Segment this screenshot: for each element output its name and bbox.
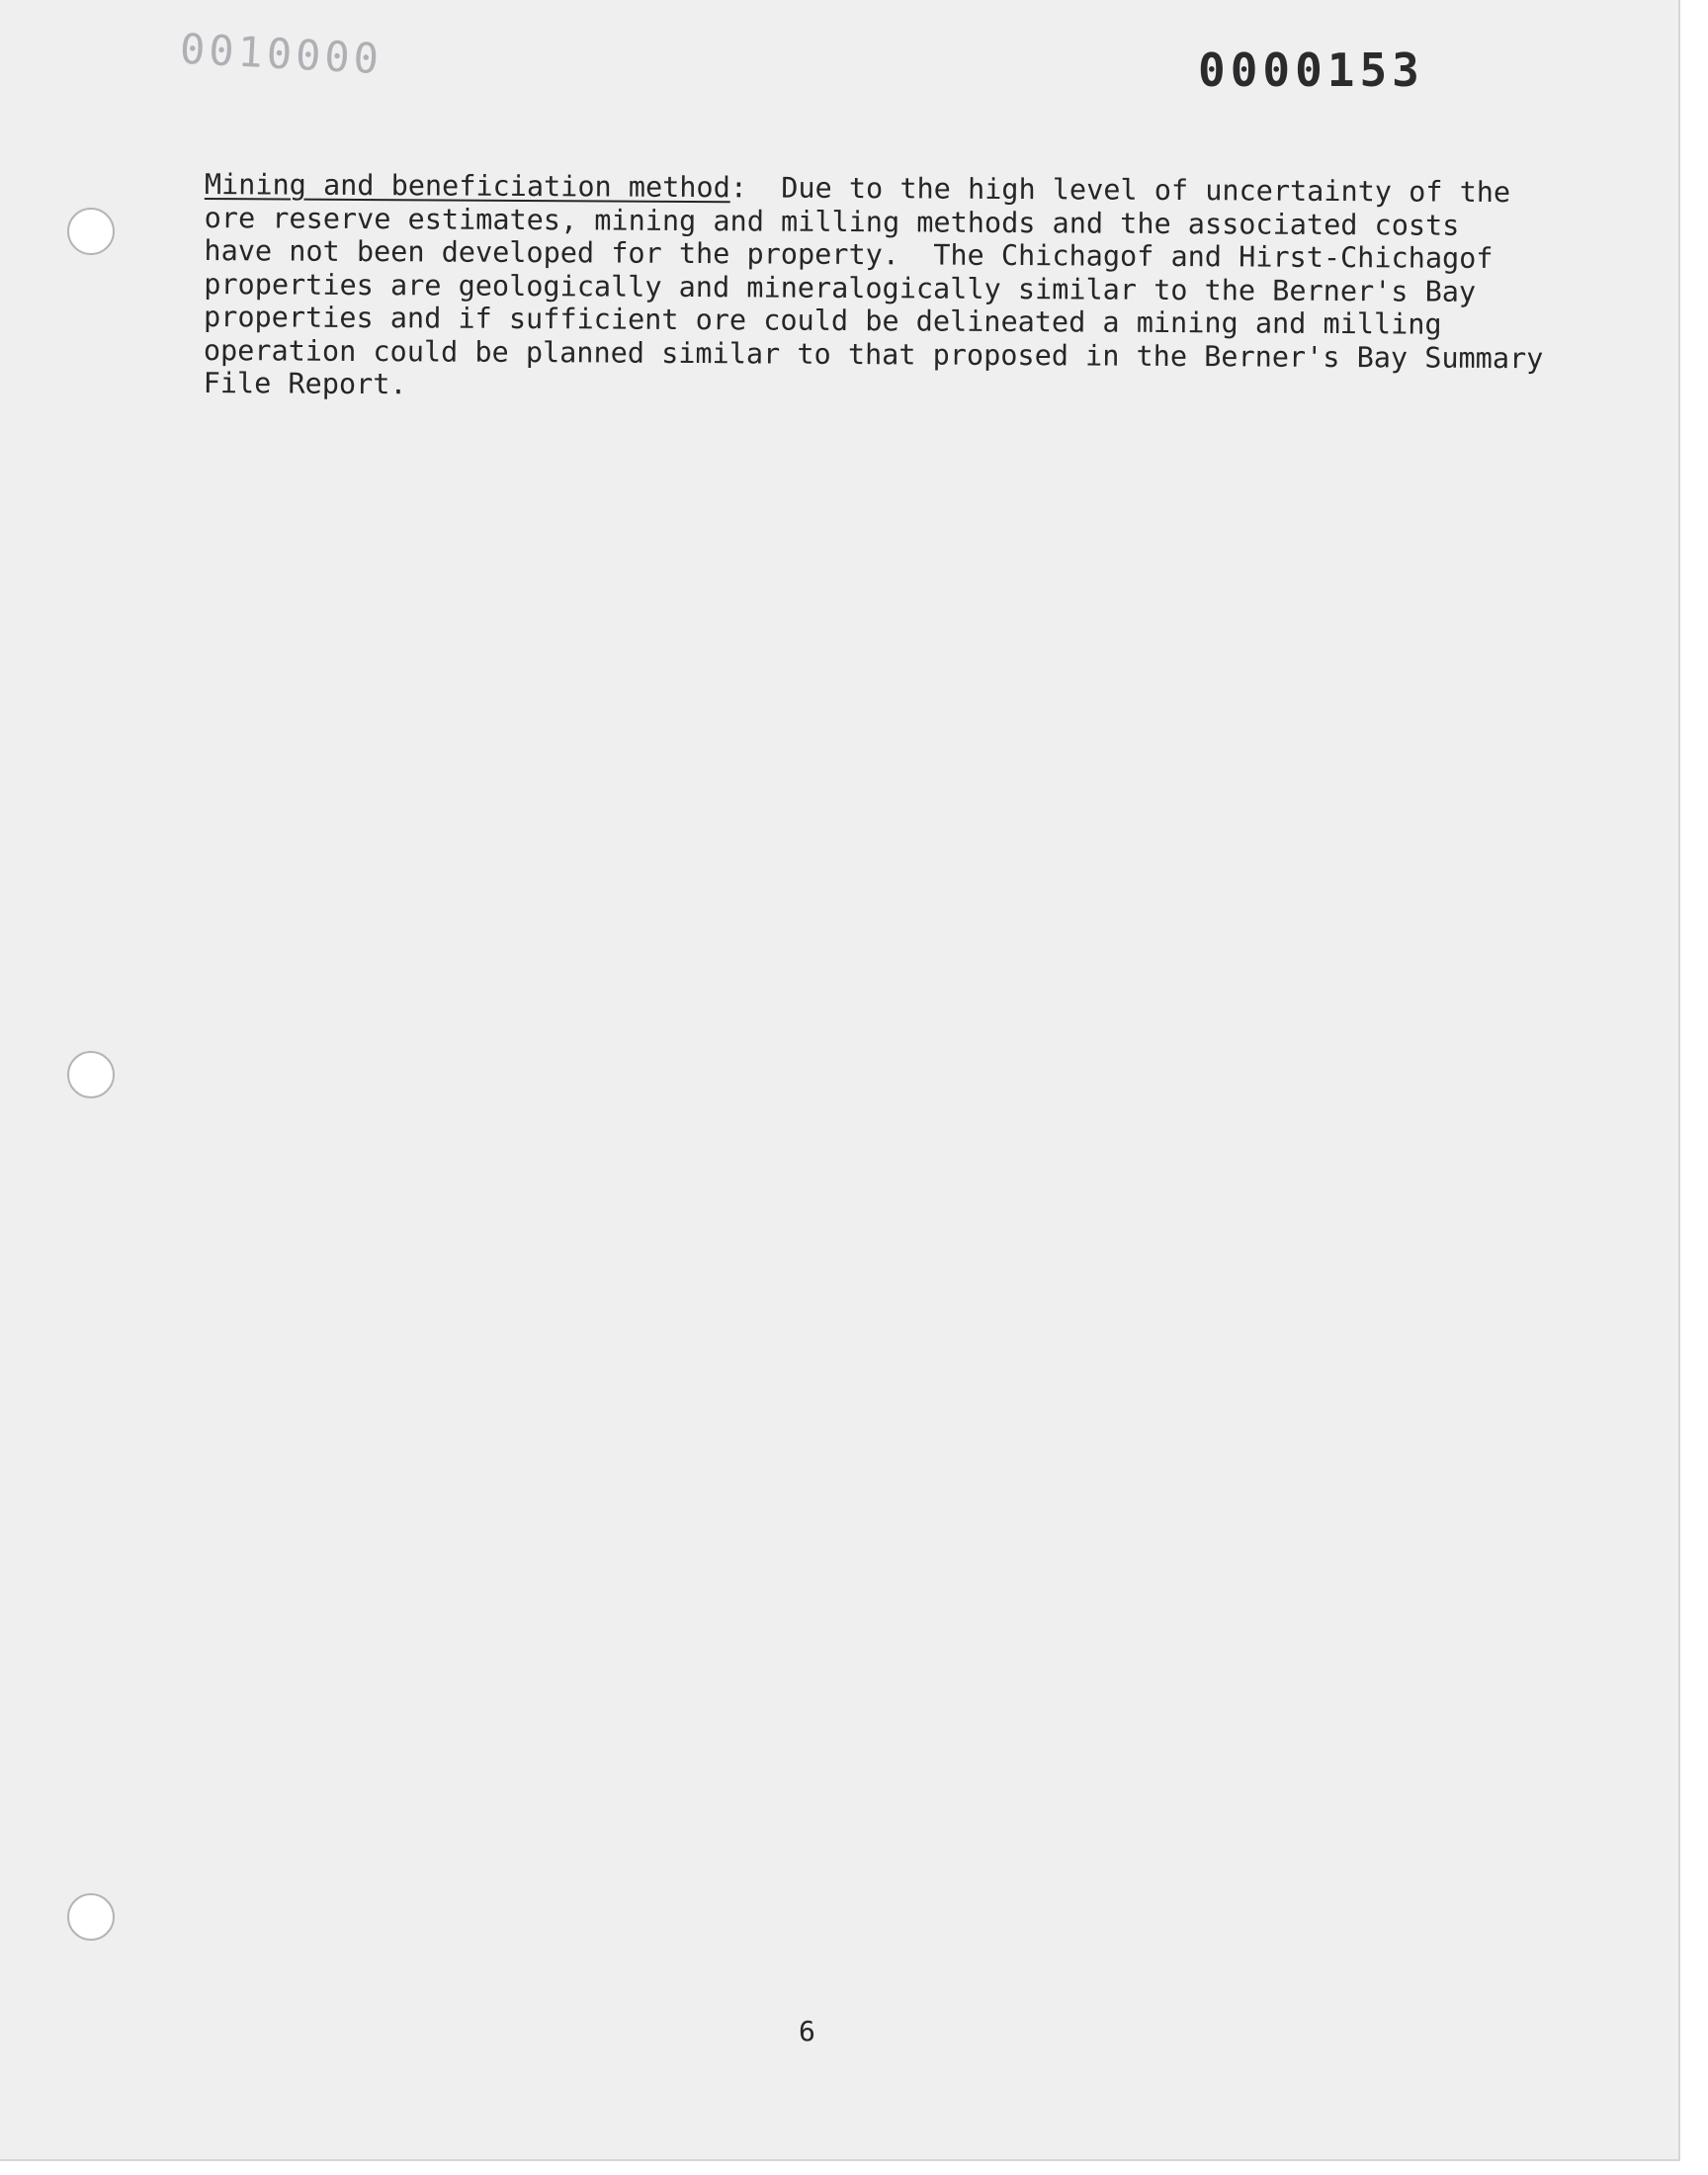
paragraph-line-5: properties and if sufficient ore could be delineated a mining and milling: [203, 300, 1442, 341]
binder-hole-top: [67, 208, 115, 255]
paragraph-line-3: have not been developed for the property. The Chichagof and Hirst-Chichagof: [204, 233, 1494, 275]
heading-colon: :: [729, 171, 748, 205]
paragraph-line-4: properties are geologically and mineralogically similar to the Berner's Bay: [204, 267, 1477, 308]
paragraph-line-2: ore reserve estimates, mining and milling methods and the associated costs: [204, 201, 1460, 242]
body-paragraph: [204, 168, 1549, 408]
page-id-stamp: 0000153: [1198, 44, 1424, 97]
page-number: 6: [799, 2015, 815, 2047]
section-heading: Mining and beneficiation method: [204, 168, 730, 205]
binder-hole-middle: [67, 1051, 115, 1098]
faint-stamp-number: 0010000: [178, 24, 384, 84]
paragraph-line-7: File Report.: [203, 366, 407, 401]
paragraph-line-1: Due to the high level of uncertainty of the: [746, 171, 1511, 210]
binder-hole-bottom: [67, 1893, 115, 1941]
paragraph-line-6: operation could be planned similar to that proposed in the Berner's Bay Summary: [203, 333, 1544, 375]
